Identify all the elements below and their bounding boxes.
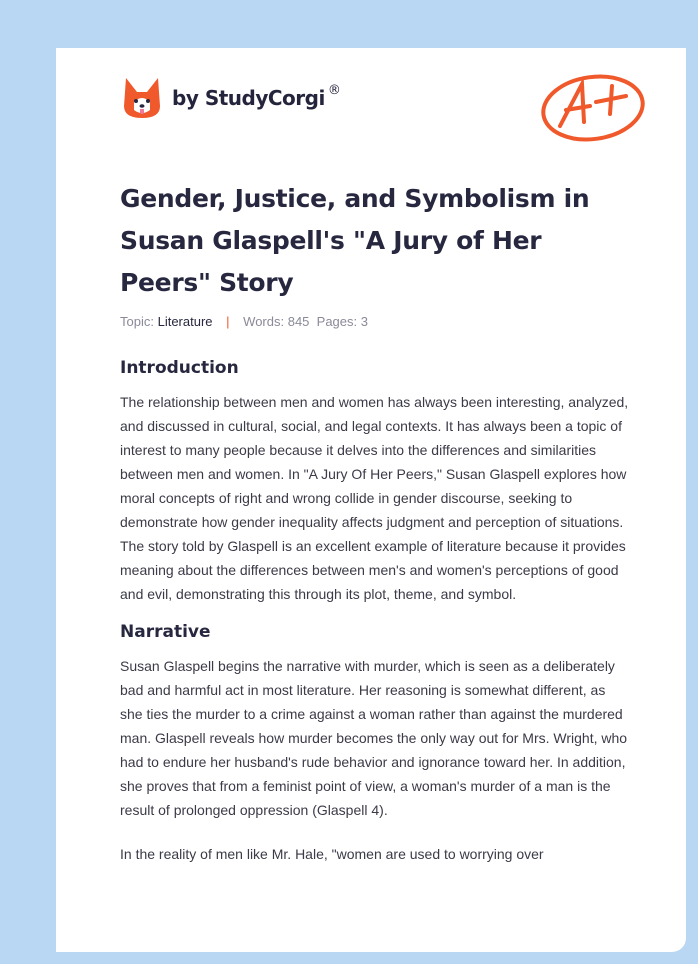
essay-content [120,178,630,880]
essay-card [56,48,686,952]
a-plus-grade-icon [538,72,648,142]
brand-name: by StudyCorgi [172,86,325,110]
paragraph: In the reality of men like Mr. Hale, "women are used to worrying over [120,846,544,862]
registered-mark: ® [327,82,341,98]
words-count: 845 [287,314,310,329]
meta-separator: | [226,314,230,329]
pages-label: Pages: [316,314,358,329]
section-heading-narrative: Narrative [120,622,211,642]
essay-meta [120,312,630,332]
studycorgi-logo[interactable] [122,76,340,120]
words-label: Words: [243,314,285,329]
topic-label: Topic: [120,314,154,329]
paragraph: The relationship between men and women has always been interesting, analyzed, and discussed in cultural, social, and legal contexts. It has always been a topic of interest to many people because it delves into the differences and similarities between men and women. In "A Jury Of Her Peers," Susan Glaspell explores how moral concepts of right and wrong collide in gender discourse, seeking to demonstrate how gender inequality affects judgment and perception of situations. The story told by Glaspell is an excellent example of literature because it provides meaning about the differences between men's and women's perceptions of good and evil, demonstrating this through its plot, theme, and symbol. [120,394,629,602]
topic-link[interactable]: Literature [157,314,213,329]
pages-count: 3 [360,314,368,329]
page-title: Gender, Justice, and Symbolism in Susan Glaspell's "A Jury of Her Peers" Story [120,184,590,297]
paragraph: Susan Glaspell begins the narrative with murder, which is seen as a deliberately bad and harmful act in most literature. Her reasoning is somewhat different, as she ties the murder to a crime against a woman rather than against the murdered man. Glaspell reveals how murder becomes the only way out for Mrs. Wright, who had to endure her husband's rude behavior and ignorance toward her. In addition, she proves that from a feminist point of view, a woman's murder of a man is the result of prolonged oppression (Glaspell 4). [120,658,628,818]
section-heading-introduction: Introduction [120,358,239,378]
corgi-icon [122,76,162,120]
